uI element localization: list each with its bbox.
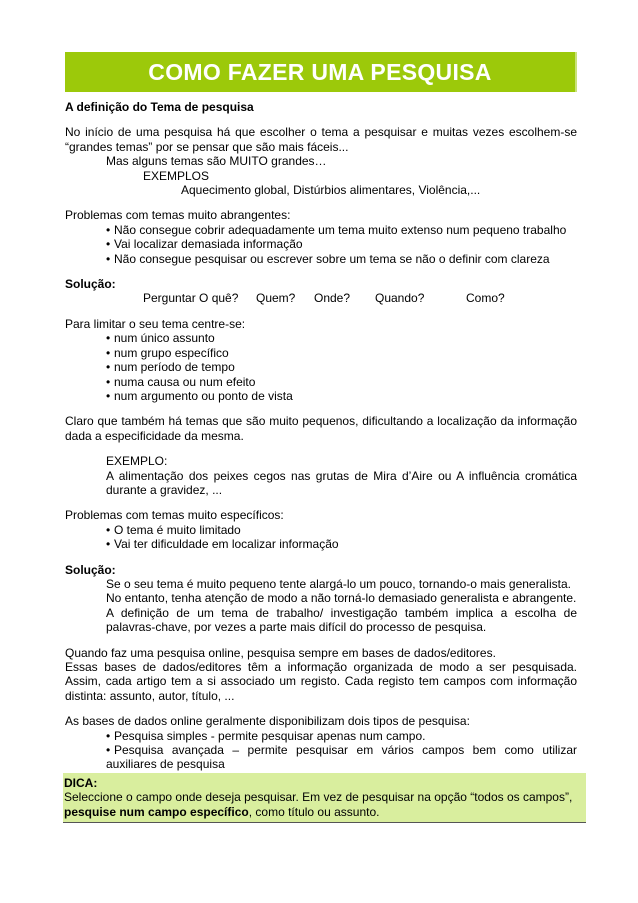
question-how: Como? bbox=[466, 291, 505, 306]
specific-heading: Problemas com temas muito específicos: bbox=[65, 508, 284, 523]
broad-heading: Problemas com temas muito abrangentes: bbox=[65, 208, 291, 223]
solution2-line-3: A definição de um tema de trabalho/ investigação também implica a escolha de palavras-chave, por vezes a parte mais difícil do processo de pesquisa. bbox=[106, 605, 577, 635]
types-list bbox=[65, 729, 577, 772]
questions-row bbox=[65, 291, 577, 305]
examples-text: Aquecimento global, Distúrbios alimentares, Violência,... bbox=[181, 183, 481, 198]
limit-list bbox=[65, 331, 577, 403]
list-item: • num período de tempo bbox=[106, 360, 235, 375]
section-heading: A definição do Tema de pesquisa bbox=[65, 100, 254, 114]
tip-bold: pesquise num campo específico bbox=[64, 804, 249, 819]
types-heading: As bases de dados online geralmente disponibilizam dois tipos de pesquisa: bbox=[65, 714, 470, 729]
list-item: • Não consegue pesquisar ou escrever sobre um tema se não o definir com clareza bbox=[106, 251, 550, 266]
list-item: • num argumento ou ponto de vista bbox=[106, 388, 293, 403]
online-paragraph: Essas bases de dados/editores têm a informação organizada de modo a ser pesquisada. Assim, cada artigo tem a si associado um registo. Cada registo tem campos com informação distinta: assunto, autor, título, ... bbox=[65, 660, 577, 703]
limit-heading: Para limitar o seu tema centre-se: bbox=[65, 316, 246, 331]
examples-label: EXEMPLOS bbox=[143, 168, 210, 183]
list-item: • num grupo específico bbox=[106, 345, 229, 360]
title-banner bbox=[65, 52, 577, 92]
example-text: A alimentação dos peixes cegos nas grutas de Mira d’Aire ou A influência cromática durante a gravidez, ... bbox=[106, 468, 577, 497]
small-topics-paragraph: Claro que também há temas que são muito pequenos, dificultando a localização da informação dada a especificidade da mesma. bbox=[65, 414, 577, 443]
solution-label: Solução: bbox=[65, 277, 116, 292]
list-item: • O tema é muito limitado bbox=[106, 522, 241, 537]
online-line: Quando faz uma pesquisa online, pesquisa sempre em bases de dados/editores. bbox=[65, 645, 496, 660]
broad-list bbox=[65, 223, 577, 266]
list-item: • Pesquisa simples - permite pesquisar apenas num campo. bbox=[106, 728, 426, 743]
question-what: Perguntar O quê? bbox=[143, 291, 239, 306]
specific-list bbox=[65, 523, 577, 552]
tip-text: Seleccione o campo onde deseja pesquisar. Em vez de pesquisar na opção “todos os campos”, pesquise num campo específico, como título ou assunto. bbox=[64, 790, 573, 819]
list-item: • Vai localizar demasiada informação bbox=[106, 237, 303, 252]
page-title: COMO FAZER UMA PESQUISA bbox=[148, 58, 492, 85]
intro-paragraph: No início de uma pesquisa há que escolher o tema a pesquisar e muitas vezes escolhem-se “grandes temas” por se pensar que são mais fáceis... bbox=[65, 125, 577, 154]
intro-line-2: Mas alguns temas são MUITO grandes… bbox=[106, 154, 327, 169]
list-item: • num único assunto bbox=[106, 331, 215, 346]
tip-label: DICA: bbox=[64, 775, 98, 790]
solution2-line-2: No entanto, tenha atenção de modo a não torná-lo demasiado generalista e abrangente. bbox=[106, 591, 577, 606]
solution2-label: Solução: bbox=[65, 562, 116, 577]
example-label: EXEMPLO: bbox=[106, 454, 168, 469]
question-when: Quando? bbox=[375, 291, 425, 306]
document-page bbox=[65, 52, 577, 823]
question-who: Quem? bbox=[256, 291, 296, 306]
list-item: • Vai ter dificuldade em localizar informação bbox=[106, 537, 339, 552]
list-item: • Pesquisa avançada – permite pesquisar em vários campos bem como utilizar auxiliares de pesquisa bbox=[106, 743, 577, 772]
list-item: • Não consegue cobrir adequadamente um tema muito extenso num pequeno trabalho bbox=[106, 222, 567, 237]
tip-box bbox=[63, 773, 586, 823]
solution2-line-1: Se o seu tema é muito pequeno tente alargá-lo um pouco, tornando-o mais generalista. bbox=[106, 576, 571, 591]
list-item: • numa causa ou num efeito bbox=[106, 374, 256, 389]
question-where: Onde? bbox=[314, 291, 351, 306]
